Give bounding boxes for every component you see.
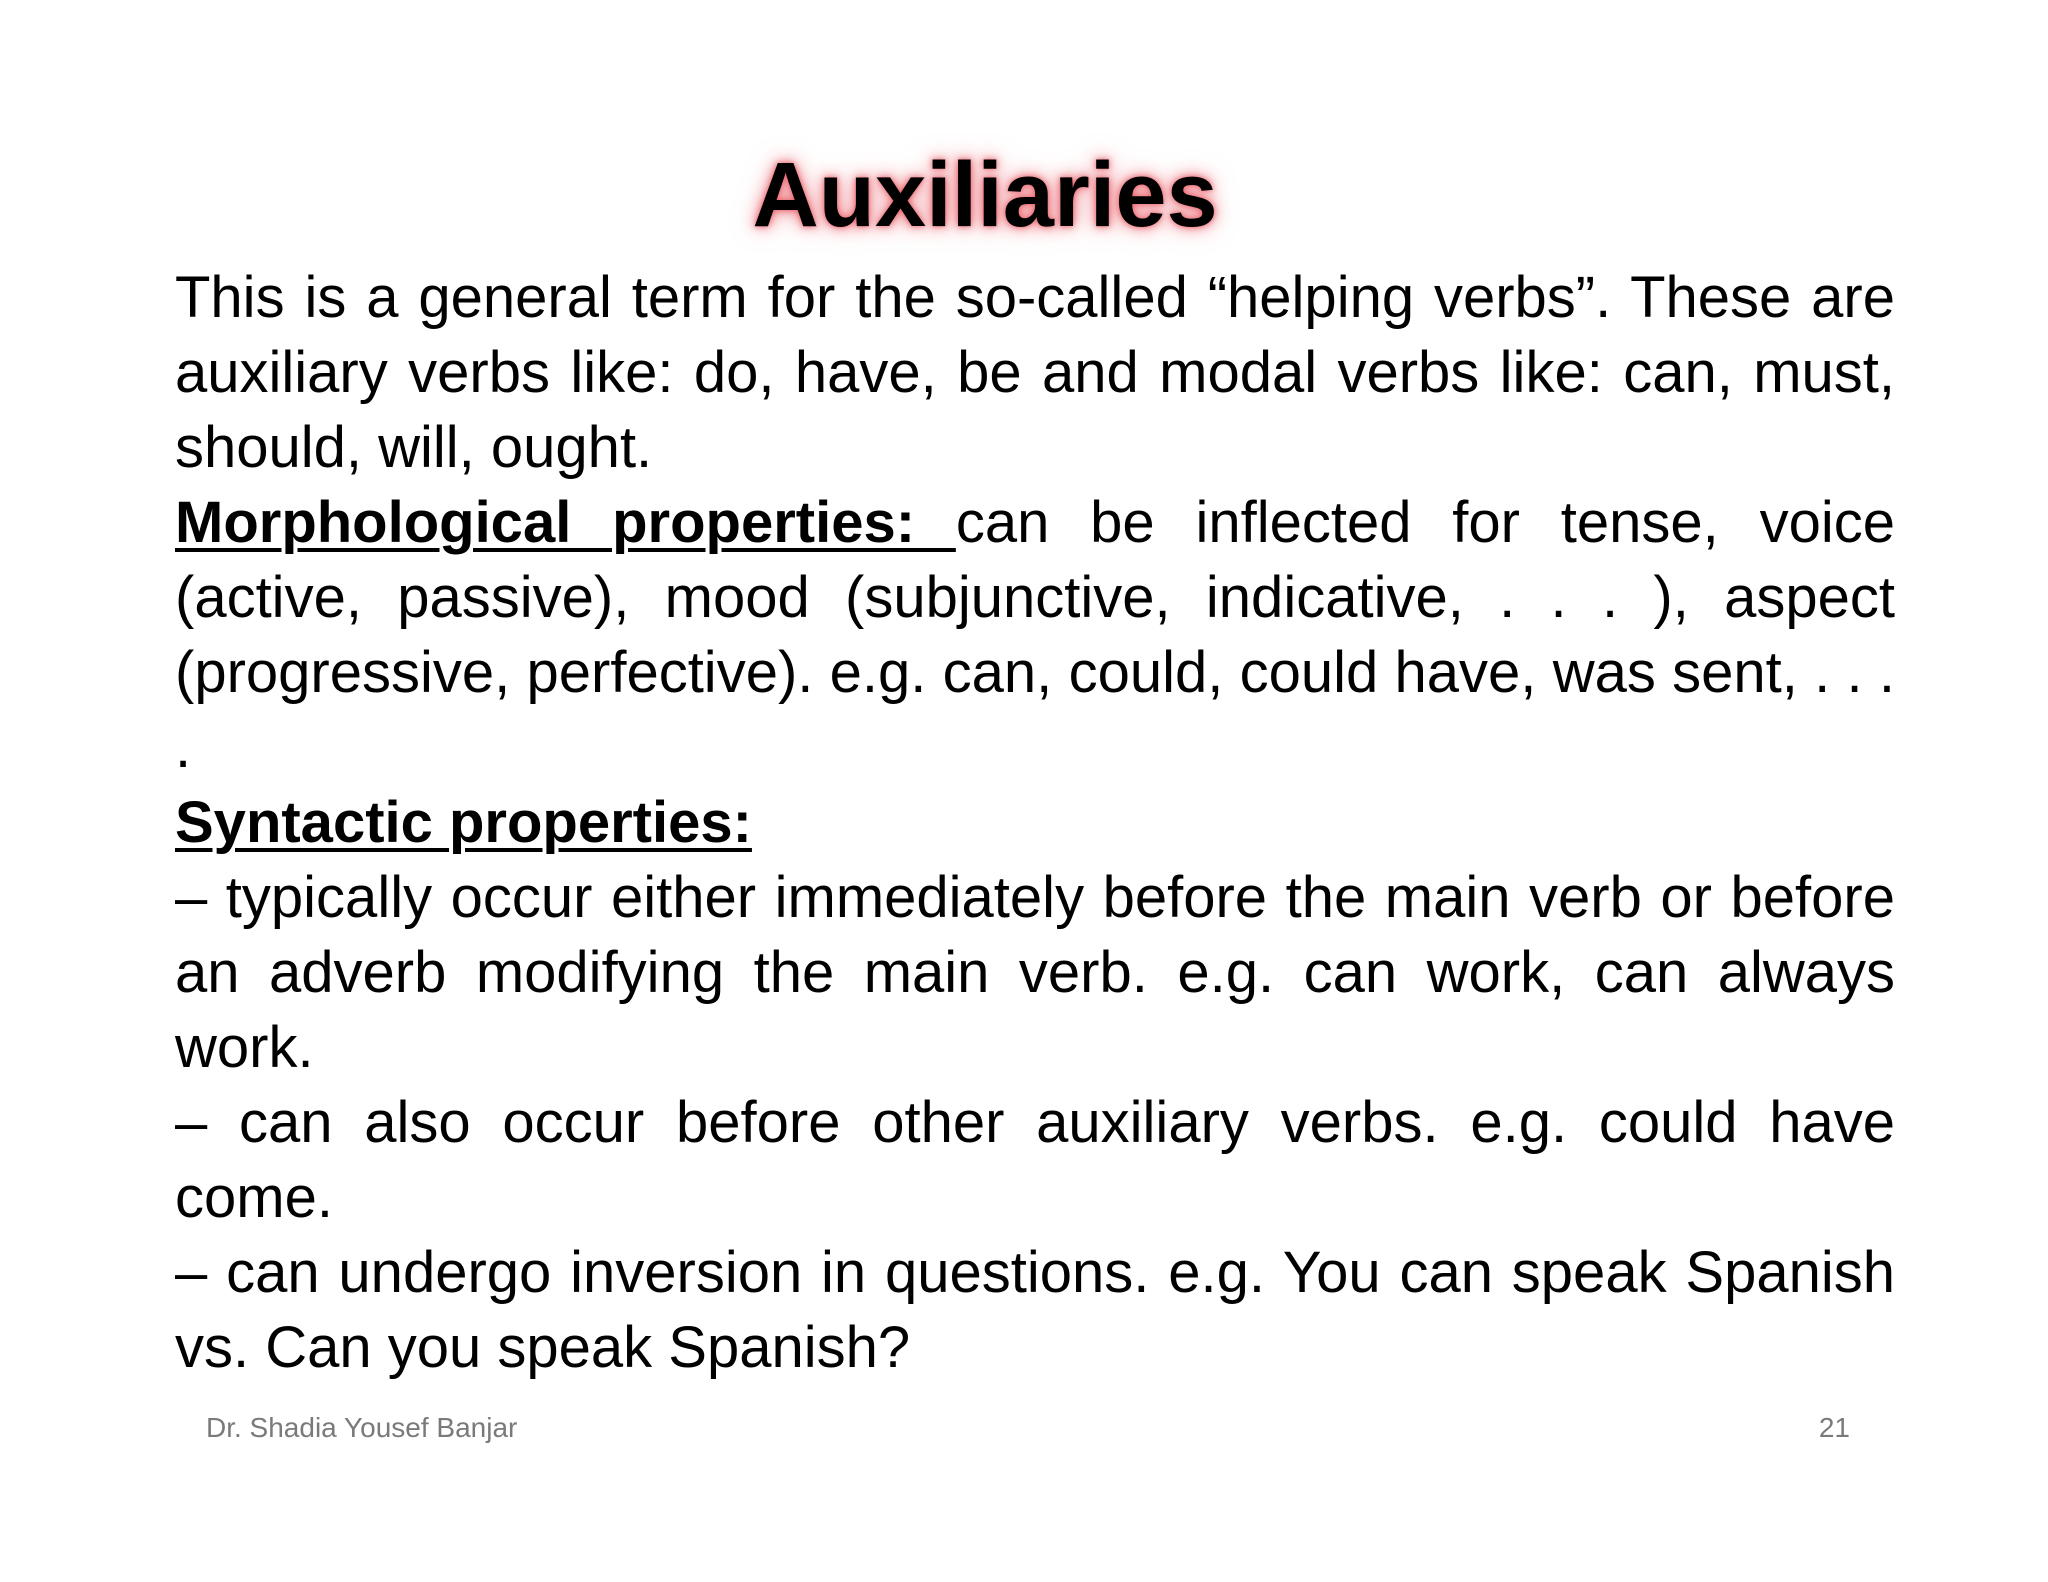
page-number: 21 [1818, 1412, 1850, 1443]
syntactic-point: – can undergo inversion in questions. e.g. You can speak Spanish vs. Can you speak Spanish? [175, 1240, 1895, 1380]
syntactic-point: – can also occur before other auxiliary verbs. e.g. could have come. [175, 1090, 1895, 1230]
syntactic-heading: Syntactic properties: [175, 790, 752, 855]
syntactic-heading-line [175, 785, 1895, 860]
morphological-paragraph [175, 485, 1895, 785]
slide-title: Auxiliaries [752, 144, 1218, 246]
footer-author: Dr. Shadia Yousef Banjar [206, 1412, 518, 1443]
intro-paragraph: This is a general term for the so-called “helping verbs”. These are auxiliary verbs like: do, have, be and modal verbs like: can, must, should, will, ought. [175, 265, 1895, 480]
slide-body [175, 260, 1895, 1385]
morphological-text: can be inflected for tense, voice (active, passive), mood (subjunctive, indicative, . . . ), aspect (progressive, perfective). e.g. can, could, could have, was sent, . . . . [175, 490, 1895, 780]
syntactic-point: – typically occur either immediately before the main verb or before an adverb modifying the main verb. e.g. can work, can always work. [175, 865, 1895, 1080]
morphological-heading: Morphological properties: [175, 490, 956, 555]
